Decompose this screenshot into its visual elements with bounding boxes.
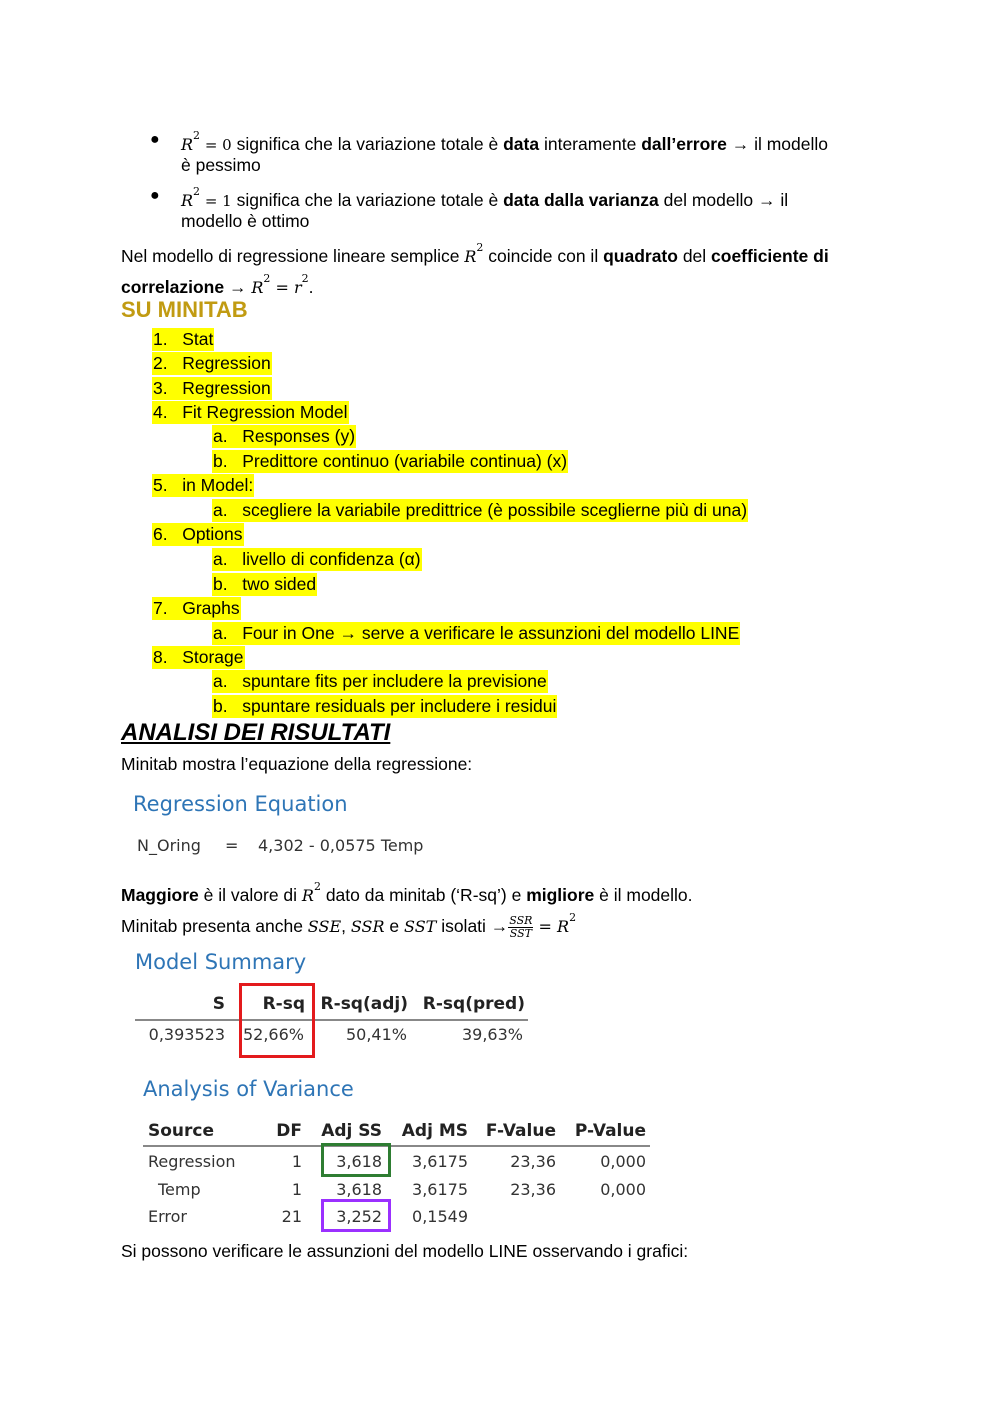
bold-text: correlazione (121, 276, 225, 297)
step-number: a. (213, 671, 228, 691)
anova-row-regression-df: 1 (291, 1152, 302, 1171)
ssr-highlight-box (321, 1143, 391, 1177)
step-label: spuntare residuals per includere i residui (242, 696, 557, 716)
step-label: livello di confidenza (α) (242, 549, 421, 569)
sse-highlight-box (321, 1199, 391, 1232)
step-label: Fit Regression Model (182, 402, 348, 422)
step-6b (212, 572, 317, 596)
math-r: R (181, 134, 194, 154)
math-sup: 2 (569, 911, 577, 924)
step-4 (152, 400, 349, 424)
model-summary-header-rsq-pred: R-sq(pred) (422, 994, 525, 1014)
step-8b (212, 694, 557, 718)
model-summary-value-rsq-pred: 39,63% (461, 1025, 523, 1044)
math-r: R (464, 246, 477, 266)
anova-divider (143, 1145, 650, 1147)
math-r: R (181, 190, 194, 210)
anova-title: Analysis of Variance (143, 1077, 354, 1101)
model-summary-header-s: S (212, 994, 225, 1014)
paragraph-r2-correlation-line2 (121, 271, 314, 300)
regression-equation-title: Regression Equation (133, 792, 348, 816)
step-6 (152, 522, 244, 546)
regression-equation-rhs: 4,302 - 0,0575 Temp (258, 836, 424, 855)
step-number: a. (213, 500, 228, 520)
step-label: Regression (182, 378, 271, 398)
bullet-item-r2-zero-line2: è pessimo (181, 155, 261, 175)
bold-text: migliore (526, 884, 595, 905)
paragraph-r2-correlation (121, 240, 829, 269)
heading-su-minitab: SU MINITAB (121, 297, 248, 322)
text: dato da minitab (‘R-sq’) e (320, 884, 527, 905)
anova-header-p-value: P-Value (574, 1121, 646, 1141)
step-number: 2. (153, 353, 168, 373)
step-label: Predittore continuo (variabile continua) (x) (242, 451, 568, 471)
text: Minitab presenta anche (121, 915, 308, 936)
step-4b (212, 449, 568, 473)
regression-equation-lhs: N_Oring (137, 836, 201, 855)
step-number: 6. (153, 524, 168, 544)
anova-header-source: Source (148, 1121, 215, 1141)
step-number: 8. (153, 647, 168, 667)
math-r-small: = r (270, 277, 302, 297)
math-sse: SSE (307, 916, 342, 936)
text: è il modello. (594, 884, 693, 905)
anova-row-regression-adj-ss: 3,618 (336, 1152, 382, 1171)
anova-header-df: DF (276, 1121, 302, 1141)
text: del modello → il (658, 189, 789, 210)
text: isolati → (436, 915, 509, 936)
step-7a (212, 621, 740, 645)
math-sup: 2 (193, 129, 201, 142)
anova-row-error-adj-ms: 0,1549 (412, 1207, 468, 1226)
anova-row-regression-adj-ms: 3,6175 (412, 1152, 468, 1171)
text: → (224, 276, 252, 297)
step-number: a. (213, 623, 228, 643)
step-5 (152, 473, 254, 497)
paragraph-r2-maggiore (121, 879, 693, 908)
step-label: Responses (y) (242, 426, 356, 446)
bold-text: quadrato (603, 245, 678, 266)
anova-row-temp-p: 0,000 (600, 1180, 646, 1199)
step-number: a. (213, 426, 228, 446)
anova-row-temp-adj-ss: 3,618 (336, 1180, 382, 1199)
bullet-dot: ● (150, 187, 160, 204)
anova-row-temp-f: 23,36 (510, 1180, 556, 1199)
math-sup: 2 (263, 272, 271, 285)
rsq-highlight-box (239, 983, 315, 1058)
step-number: 1. (153, 329, 168, 349)
step-number: 5. (153, 475, 168, 495)
step-8 (152, 645, 245, 669)
step-number: a. (213, 549, 228, 569)
step-label: spuntare fits per includere la previsione (242, 671, 547, 691)
anova-header-adj-ms: Adj MS (401, 1121, 468, 1141)
step-number: 7. (153, 598, 168, 618)
step-label: Options (182, 524, 243, 544)
step-number: b. (213, 696, 228, 716)
heading-analisi-risultati: ANALISI DEI RISULTATI (121, 719, 391, 746)
text: è il valore di (198, 884, 302, 905)
bold-text: data (503, 133, 540, 154)
regression-equation-eq: = (225, 836, 239, 855)
step-6a (212, 547, 422, 571)
anova-row-error-df: 21 (281, 1207, 302, 1226)
model-summary-value-s: 0,393523 (148, 1025, 225, 1044)
math-r: = R (533, 916, 570, 936)
step-label: Graphs (182, 598, 240, 618)
step-label: Storage (182, 647, 244, 667)
step-number: 4. (153, 402, 168, 422)
anova-row-temp-adj-ms: 3,6175 (412, 1180, 468, 1199)
model-summary-divider (135, 1019, 528, 1021)
anova-row-regression-f: 23,36 (510, 1152, 556, 1171)
model-summary-value-rsq: 52,66% (242, 1025, 304, 1044)
text: significa che la variazione totale è (231, 189, 504, 210)
math-r: R (251, 277, 264, 297)
step-1 (152, 327, 214, 351)
anova-row-regression-p: 0,000 (600, 1152, 646, 1171)
anova-row-error-source: Error (148, 1207, 187, 1226)
bold-text: dall’errore (641, 133, 727, 154)
paragraph-equation-intro: Minitab mostra l’equazione della regressione: (121, 754, 473, 774)
math-sup: 2 (313, 880, 321, 893)
model-summary-header-rsq-adj: R-sq(adj) (320, 994, 408, 1014)
anova-row-temp-source: Temp (158, 1180, 201, 1199)
text: e (384, 915, 405, 936)
text: interamente (539, 133, 642, 154)
math-sup: 2 (476, 241, 484, 254)
model-summary-header-rsq: R-sq (262, 994, 305, 1014)
step-label: Stat (182, 329, 214, 349)
math-eq: = 0 (200, 135, 232, 154)
step-label: Regression (182, 353, 271, 373)
anova-header-f-value: F-Value (485, 1121, 556, 1141)
anova-row-error-adj-ss: 3,252 (336, 1207, 382, 1226)
step-3 (152, 376, 272, 400)
text: , (341, 915, 351, 936)
paragraph-line-graphs: Si possono verificare le assunzioni del modello LINE osservando i grafici: (121, 1241, 689, 1261)
step-8a (212, 669, 548, 693)
math-sup: 2 (301, 272, 309, 285)
math-ssr: SSR (350, 916, 385, 936)
text: → il modello (726, 133, 828, 154)
text: significa che la variazione totale è (231, 133, 504, 154)
text: . (308, 276, 314, 297)
step-7 (152, 596, 241, 620)
step-4a (212, 424, 356, 448)
step-number: b. (213, 574, 228, 594)
fraction-numerator: SSR (509, 913, 533, 927)
bullet-item-r2-one-line2: modello è ottimo (181, 211, 310, 231)
bullet-dot: ● (150, 131, 160, 148)
fraction-denominator: SST (509, 926, 532, 940)
math-sup: 2 (193, 185, 201, 198)
step-5a (212, 498, 748, 522)
fraction-ssr-sst (508, 915, 533, 940)
model-summary-title: Model Summary (135, 950, 307, 974)
bullet-item-r2-zero (181, 128, 828, 157)
model-summary-value-rsq-adj: 50,41% (345, 1025, 407, 1044)
math-r: R (301, 885, 314, 905)
step-label: in Model: (182, 475, 254, 495)
step-label: two sided (242, 574, 317, 594)
step-2 (152, 351, 272, 375)
text: del (677, 245, 712, 266)
bold-text: data dalla varianza (503, 189, 659, 210)
paragraph-sse-ssr-sst (121, 910, 576, 940)
text: coincide con il (483, 245, 604, 266)
step-number: b. (213, 451, 228, 471)
anova-header-adj-ss: Adj SS (321, 1121, 382, 1141)
step-number: 3. (153, 378, 168, 398)
text: Nel modello di regressione lineare semplice (121, 245, 465, 266)
bold-text: coefficiente di (711, 245, 829, 266)
math-sst: SST (404, 916, 437, 936)
bold-text: Maggiore (121, 884, 199, 905)
step-label: scegliere la variabile predittrice (è possibile sceglierne più di una) (242, 500, 748, 520)
anova-row-temp-df: 1 (291, 1180, 302, 1199)
math-eq: = 1 (200, 191, 232, 210)
step-label: Four in One → serve a verificare le assunzioni del modello LINE (242, 623, 740, 643)
anova-row-regression-source: Regression (148, 1152, 236, 1171)
